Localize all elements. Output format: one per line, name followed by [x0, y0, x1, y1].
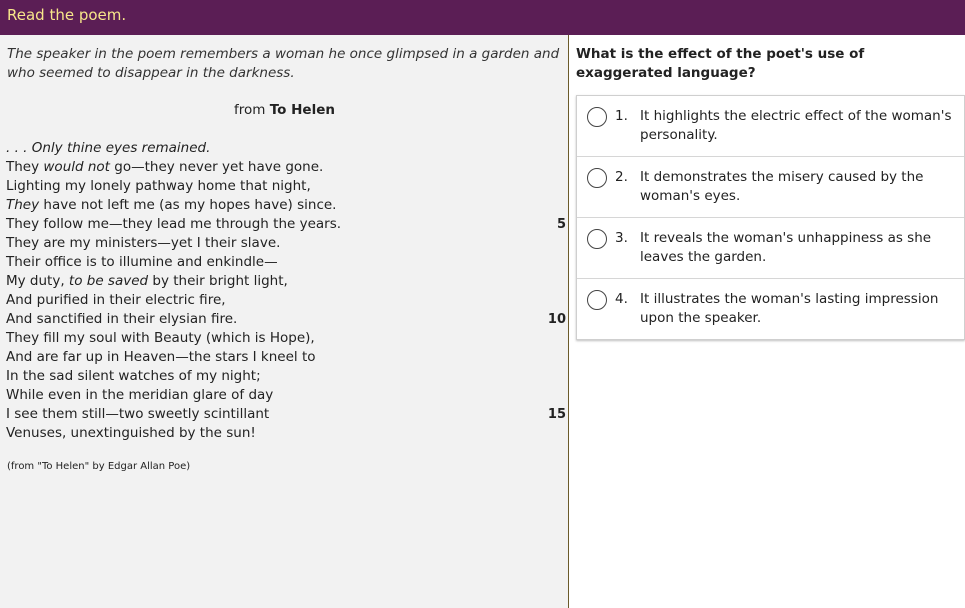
poem-line-text: Lighting my lonely pathway home that night, — [6, 178, 311, 194]
option-text[interactable]: It demonstrates the misery caused by the woman's eyes. — [640, 169, 924, 204]
poem-line-text: While even in the meridian glare of day — [6, 387, 274, 403]
passage-panel — [0, 35, 569, 608]
poem-line-text: I see them still—two sweetly scintillant — [6, 406, 270, 422]
poem-line-text: And sanctified in their elysian fire. — [6, 311, 238, 327]
answer-option-4[interactable] — [577, 279, 964, 339]
line-number: 5 — [556, 217, 566, 232]
answer-option-3[interactable] — [577, 218, 964, 279]
line-number: 10 — [547, 312, 566, 327]
poem-line-text — [6, 140, 210, 156]
poem-line-text: They fill my soul with Beauty (which is Hope), — [6, 330, 315, 346]
poem-line-text: And are far up in Heaven—the stars I kneel to — [6, 349, 316, 365]
poem-line — [6, 196, 566, 215]
poem-line-text: Venuses, unextinguished by the sun! — [6, 425, 256, 441]
poem-line-text: They have not left me (as my hopes have) since. — [6, 197, 337, 213]
poem-line — [6, 234, 566, 253]
poem-title-prefix: from — [234, 102, 270, 118]
option-text[interactable]: It reveals the woman's unhappiness as she leaves the garden. — [640, 230, 932, 265]
option-number: 3. — [615, 230, 628, 246]
poem-title-name: To Helen — [269, 102, 335, 118]
poem-line-text: My duty, to be saved by their bright light, — [6, 273, 288, 289]
poem-line — [6, 158, 566, 177]
poem-line-text: And purified in their electric fire, — [6, 292, 226, 308]
poem-line — [6, 139, 566, 158]
poem-line — [6, 424, 566, 443]
header-bar — [0, 0, 965, 35]
italic-phrase: They — [6, 197, 40, 213]
poem-line — [6, 253, 566, 272]
poem-line — [6, 291, 566, 310]
poem-line — [6, 348, 566, 367]
answer-options — [576, 95, 965, 340]
poem-line — [6, 386, 566, 405]
question-panel — [569, 35, 965, 608]
option-text[interactable]: It highlights the electric effect of the woman's personality. — [640, 108, 952, 143]
option-number: 4. — [615, 291, 628, 307]
poem-line — [6, 272, 566, 291]
italic-phrase: to be saved — [68, 273, 149, 289]
poem-title — [0, 101, 569, 120]
poem-line — [6, 215, 566, 234]
radio-button-icon[interactable] — [587, 290, 607, 310]
option-number: 1. — [615, 108, 628, 124]
answer-option-1[interactable] — [577, 96, 964, 157]
italic-phrase: . . . Only thine eyes remained. — [6, 140, 211, 156]
answer-option-2[interactable] — [577, 157, 964, 218]
poem-line-text: Their office is to illumine and enkindle— — [6, 254, 278, 270]
poem-line — [6, 329, 566, 348]
poem-line — [6, 405, 566, 424]
poem-citation: (from "To Helen" by Edgar Allan Poe) — [7, 461, 191, 472]
passage-intro: The speaker in the poem remembers a woman he once glimpsed in a garden and who seemed to disappear in the darkness. — [7, 46, 560, 81]
poem-line — [6, 310, 566, 329]
poem-line — [6, 367, 566, 386]
poem-line-text: They follow me—they lead me through the years. — [6, 216, 342, 232]
poem-body — [6, 139, 566, 443]
poem-line — [6, 177, 566, 196]
radio-button-icon[interactable] — [587, 107, 607, 127]
option-text[interactable]: It illustrates the woman's lasting impression upon the speaker. — [640, 291, 939, 326]
header-title: Read the poem. — [7, 6, 127, 24]
poem-line-text: In the sad silent watches of my night; — [6, 368, 261, 384]
line-number: 15 — [547, 407, 566, 422]
radio-button-icon[interactable] — [587, 168, 607, 188]
question-prompt: What is the effect of the poet's use of exaggerated language? — [576, 46, 865, 81]
italic-phrase: would not — [43, 159, 110, 175]
poem-line-text: They would not go—they never yet have gone. — [6, 159, 324, 175]
poem-line-text: They are my ministers—yet I their slave. — [6, 235, 281, 251]
option-number: 2. — [615, 169, 628, 185]
radio-button-icon[interactable] — [587, 229, 607, 249]
